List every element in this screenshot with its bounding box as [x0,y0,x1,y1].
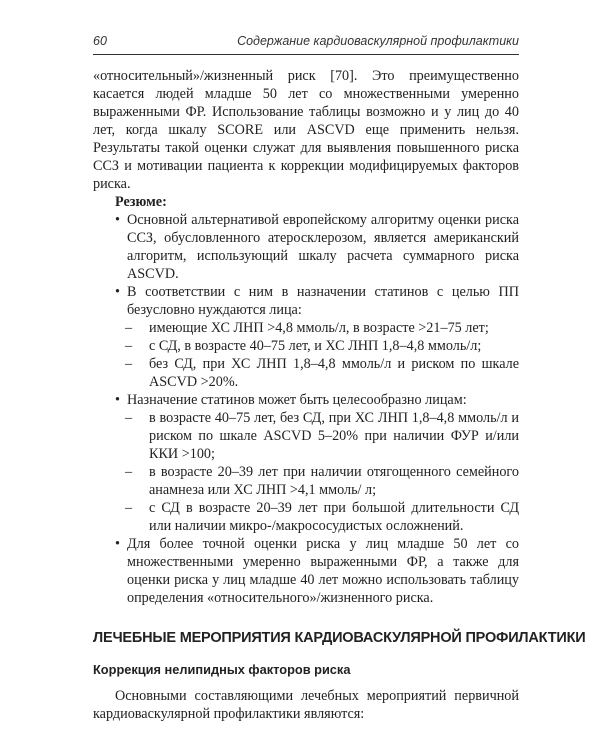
summary-item [93,535,519,607]
running-title: Содержание кардиоваскулярной профилактики [237,34,519,48]
summary-subitem [115,337,519,355]
summary-subitem [115,463,519,499]
summary-subitem [115,409,519,463]
bullet-mark: • [115,212,120,228]
document-page [93,28,586,723]
summary-list [93,211,519,607]
section-heading: ЛЕЧЕБНЫЕ МЕРОПРИЯТИЯ КАРДИОВАСКУЛЯРНОЙ ПРОФИЛАКТИКИ [93,630,586,646]
dash-mark: – [125,500,133,516]
summary-item-text: Назначение статинов может быть целесообразно лицам: [127,392,467,408]
summary-sublist [115,319,519,391]
bullet-mark: • [115,284,120,300]
summary-item [93,391,519,535]
summary-subitem-text: в возрасте 20–39 лет при наличии отягощенного семейного анамнеза или ХС ЛНП >4,1 ммоль/ л; [149,464,519,498]
subsection-heading: Коррекция нелипидных факторов риска [93,662,351,677]
dash-mark: – [125,356,133,372]
summary-subitem-text: с СД в возрасте 20–39 лет при большой длительности СД или наличии микро-/макрососудистых осложнений. [149,500,519,534]
summary-subitem [115,319,519,337]
body-text [93,67,586,723]
closing-paragraph: Основными составляющими лечебных мероприятий первичной кардиоваскулярной профилактики являются: [93,688,519,722]
summary-subitem [115,499,519,535]
summary-heading: Резюме: [115,194,167,210]
summary-item [93,211,519,283]
summary-item-text: В соответствии с ним в назначении статинов с целью ПП безусловно нуждаются лица: [127,284,519,318]
page-header [93,28,519,55]
summary-subitem-text: без СД, при ХС ЛНП 1,8–4,8 ммоль/л и риском по шкале ASCVD >20%. [149,356,519,390]
summary-subitem-text: имеющие ХС ЛНП >4,8 ммоль/л, в возрасте >21–75 лет; [149,320,489,336]
dash-mark: – [125,338,133,354]
bullet-mark: • [115,392,120,408]
page-number: 60 [93,34,107,48]
summary-subitem-text: с СД, в возрасте 40–75 лет, и ХС ЛНП 1,8–4,8 ммоль/л; [149,338,482,354]
intro-paragraph: «относительный»/жизненный риск [70]. Это преимущественно касается людей младше 50 лет со множественными умеренно выраженными ФР. Использование таблицы возможно и у лиц до 40 лет, когда шкалу SCORE или ASCVD еще применить нельзя. Результаты такой оценки служат для выявления повышенного риска ССЗ и мотивации пациента к коррекции модифицируемых факторов риска. [93,68,519,192]
dash-mark: – [125,410,133,426]
summary-item-text: Для более точной оценки риска у лиц младше 50 лет со множественными умеренно выраженными ФР, а также для оценки риска у лиц младше 40 лет можно использовать таблицу определения «относительного»/жизненного риска. [127,536,519,606]
dash-mark: – [125,464,133,480]
summary-subitem-text: в возрасте 40–75 лет, без СД, при ХС ЛНП 1,8–4,8 ммоль/л и риском по шкале ASCVD 5–20% при наличии ФУР и/или ККИ >100; [149,410,519,462]
summary-item [93,283,519,391]
summary-item-text: Основной альтернативой европейскому алгоритму оценки риска ССЗ, обусловленного атеросклерозом, является американский алгоритм, использующий шкалу расчета суммарного риска ASCVD. [127,212,519,282]
dash-mark: – [125,320,133,336]
summary-subitem [115,355,519,391]
bullet-mark: • [115,536,120,552]
summary-sublist [115,409,519,535]
